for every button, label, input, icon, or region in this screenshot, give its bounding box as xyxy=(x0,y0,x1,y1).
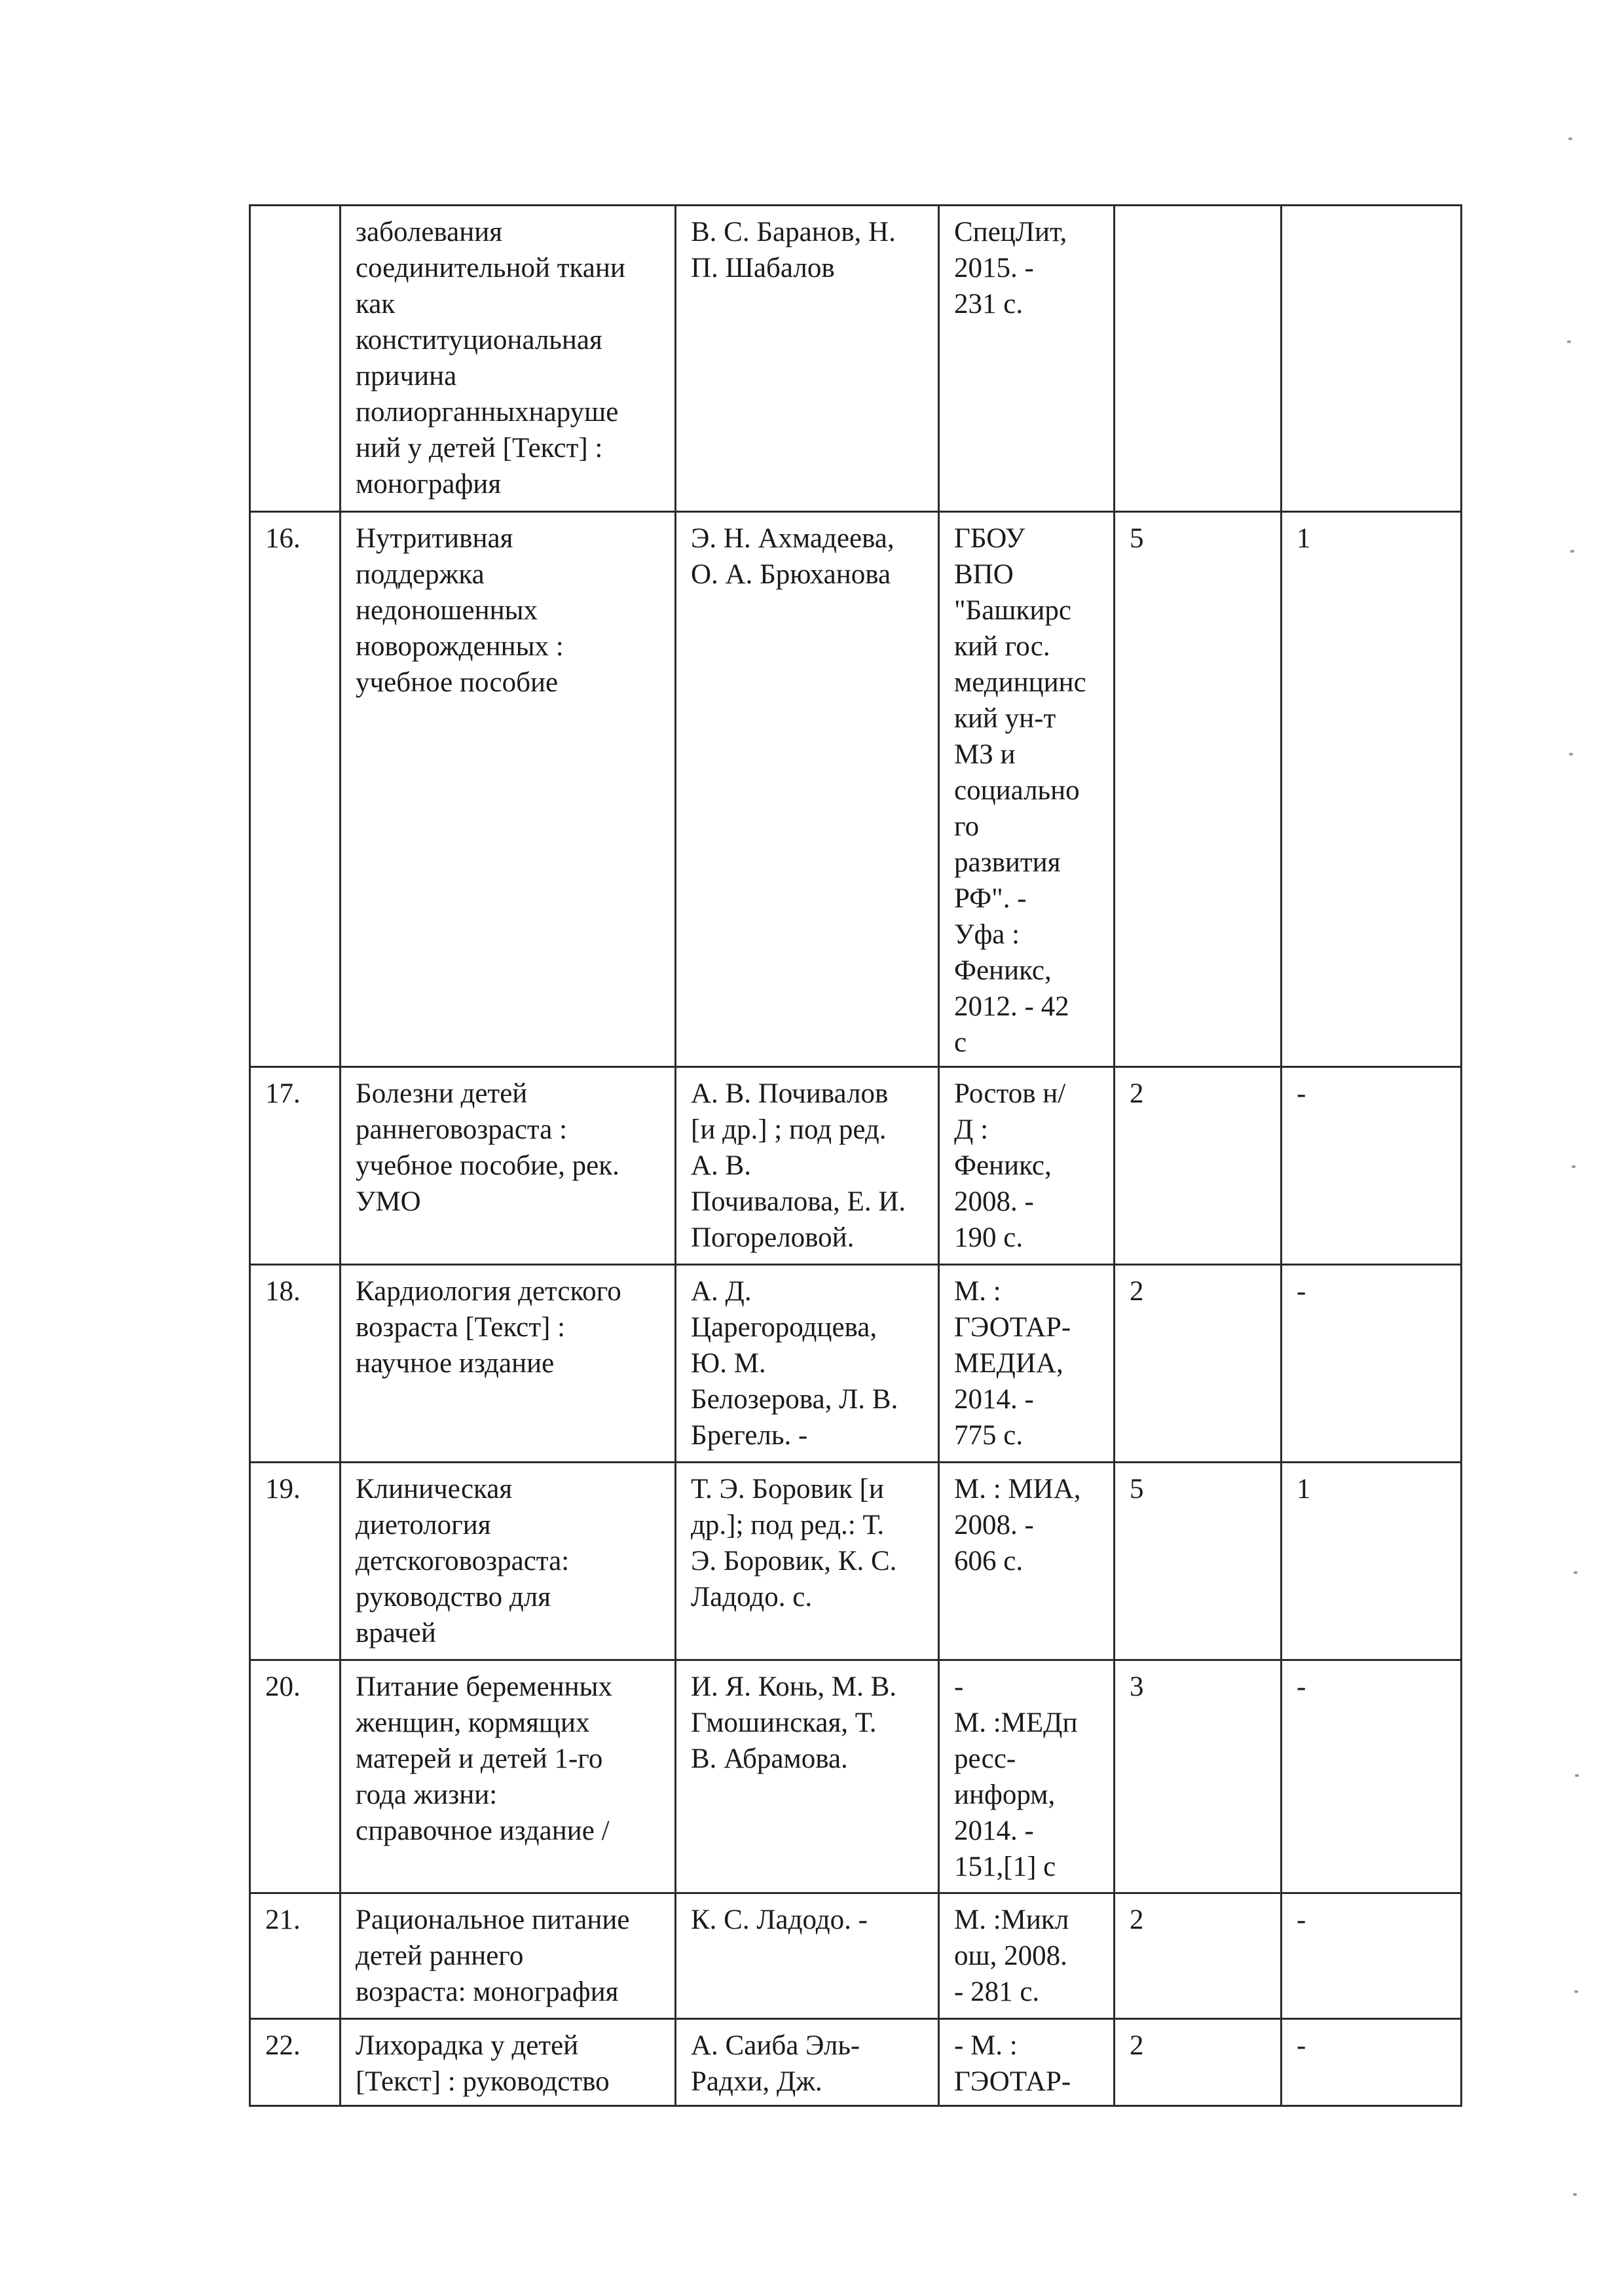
scan-speck xyxy=(1568,137,1572,140)
book-publisher: М. : МИА, 2008. - 606 с. xyxy=(954,1474,1081,1576)
publisher-cell xyxy=(939,1893,1115,2019)
authors-cell xyxy=(676,1893,939,2019)
row-number-cell xyxy=(250,512,341,1067)
publisher-cell xyxy=(939,512,1115,1067)
book-authors: Э. Н. Ахмадеева, О. А. Брюханова xyxy=(691,523,895,590)
book-publisher: - М. :МЕДп ресс- информ, 2014. - 151,[1] с xyxy=(954,1671,1078,1882)
table-row xyxy=(250,1660,1462,1893)
title-cell xyxy=(341,206,676,512)
publisher-cell xyxy=(939,1463,1115,1660)
book-publisher: М. : ГЭОТАР- МЕДИА, 2014. - 775 с. xyxy=(954,1276,1071,1451)
row-number: 16. xyxy=(265,523,301,554)
table-row xyxy=(250,2019,1462,2106)
count-b: - xyxy=(1297,1671,1306,1702)
row-number-cell xyxy=(250,206,341,512)
row-number: 17. xyxy=(265,1078,301,1109)
book-title: Нутритивная поддержка недоношенных новорожденных : учебное пособие xyxy=(356,523,564,698)
row-number-cell xyxy=(250,1463,341,1660)
table-row xyxy=(250,512,1462,1067)
authors-cell xyxy=(676,512,939,1067)
book-title: Кардиология детского возраста [Текст] : научное издание xyxy=(356,1276,621,1379)
authors-cell xyxy=(676,2019,939,2106)
book-publisher: - М. : ГЭОТАР- xyxy=(954,2030,1071,2097)
scan-speck xyxy=(1573,2193,1577,2196)
book-title: Клиническая диетология детскоговозраста: руководство для врачей xyxy=(356,1474,570,1649)
count-b-cell xyxy=(1282,206,1462,512)
count-b: - xyxy=(1297,1078,1306,1109)
scan-speck xyxy=(1574,1571,1578,1574)
count-b-cell xyxy=(1282,512,1462,1067)
authors-cell xyxy=(676,1265,939,1463)
book-title: заболевания соединительной ткани как конституциональная причина полиорганныхнаруше ний у детей [Текст] : монография xyxy=(356,217,625,500)
authors-cell xyxy=(676,1067,939,1265)
count-b: - xyxy=(1297,1276,1306,1307)
publisher-cell xyxy=(939,1067,1115,1265)
publisher-cell xyxy=(939,1660,1115,1893)
row-number: 22. xyxy=(265,2030,301,2061)
row-number: 21. xyxy=(265,1904,301,1935)
count-a: 2 xyxy=(1130,1904,1144,1935)
book-publisher: Ростов н/ Д : Феникс, 2008. - 190 с. xyxy=(954,1078,1066,1253)
count-b-cell xyxy=(1282,1265,1462,1463)
count-a-cell xyxy=(1115,1893,1282,2019)
count-a: 5 xyxy=(1130,523,1144,554)
table-row xyxy=(250,1265,1462,1463)
book-authors: А. Д. Царегородцева, Ю. М. Белозерова, Л. В. Брегель. - xyxy=(691,1276,898,1451)
table-row xyxy=(250,1893,1462,2019)
table-row xyxy=(250,1463,1462,1660)
authors-cell xyxy=(676,1463,939,1660)
book-authors: А. Саиба Эль- Радхи, Дж. xyxy=(691,2030,860,2097)
row-number-cell xyxy=(250,1067,341,1265)
count-b-cell xyxy=(1282,1660,1462,1893)
title-cell xyxy=(341,2019,676,2106)
row-number-cell xyxy=(250,1893,341,2019)
book-authors: А. В. Почивалов [и др.] ; под ред. А. В. Почивалова, Е. И. Погореловой. xyxy=(691,1078,906,1253)
book-authors: И. Я. Конь, М. В. Гмошинская, Т. В. Абрамова. xyxy=(691,1671,897,1774)
book-authors: В. С. Баранов, Н. П. Шабалов xyxy=(691,217,896,283)
count-b-cell xyxy=(1282,1893,1462,2019)
table-row xyxy=(250,1067,1462,1265)
title-cell xyxy=(341,1265,676,1463)
title-cell xyxy=(341,512,676,1067)
row-number: 19. xyxy=(265,1474,301,1504)
count-a: 2 xyxy=(1130,1078,1144,1109)
count-a: 2 xyxy=(1130,1276,1144,1307)
title-cell xyxy=(341,1660,676,1893)
book-authors: К. С. Ладодо. - xyxy=(691,1904,868,1935)
row-number: 18. xyxy=(265,1276,301,1307)
book-publisher: ГБОУ ВПО "Башкирс кий гос. мединцинс кий ун-т МЗ и социально го развития РФ". - Уфа : Феникс, 2012. - 42 с xyxy=(954,523,1086,1058)
bibliography-table xyxy=(249,204,1462,2107)
book-title: Рациональное питание детей раннего возраста: монография xyxy=(356,1904,630,2007)
table-row xyxy=(250,206,1462,512)
scan-speck xyxy=(1572,1165,1576,1168)
scan-speck xyxy=(1570,550,1574,553)
count-a-cell xyxy=(1115,512,1282,1067)
count-a-cell xyxy=(1115,2019,1282,2106)
title-cell xyxy=(341,1067,676,1265)
title-cell xyxy=(341,1463,676,1660)
count-a-cell xyxy=(1115,1660,1282,1893)
book-publisher: СпецЛит, 2015. - 231 с. xyxy=(954,217,1067,319)
scan-speck xyxy=(1569,753,1573,756)
count-a: 5 xyxy=(1130,1474,1144,1504)
count-b: - xyxy=(1297,1904,1306,1935)
count-b-cell xyxy=(1282,1463,1462,1660)
count-a-cell xyxy=(1115,1067,1282,1265)
authors-cell xyxy=(676,206,939,512)
count-a-cell xyxy=(1115,1463,1282,1660)
count-b: - xyxy=(1297,2030,1306,2061)
book-publisher: М. :Микл ош, 2008. - 281 с. xyxy=(954,1904,1069,2007)
book-title: Лихорадка у детей [Текст] : руководство xyxy=(356,2030,610,2097)
count-a: 2 xyxy=(1130,2030,1144,2061)
row-number-cell xyxy=(250,1265,341,1463)
book-title: Питание беременных женщин, кормящих матерей и детей 1-го года жизни: справочное издание / xyxy=(356,1671,613,1846)
publisher-cell xyxy=(939,206,1115,512)
count-a-cell xyxy=(1115,206,1282,512)
row-number-cell xyxy=(250,1660,341,1893)
count-b: 1 xyxy=(1297,1474,1311,1504)
scan-speck xyxy=(1574,1990,1578,1993)
book-authors: Т. Э. Боровик [и др.]; под ред.: Т. Э. Боровик, К. С. Ладодо. с. xyxy=(691,1474,897,1613)
row-number: 20. xyxy=(265,1671,301,1702)
scan-speck xyxy=(1567,340,1571,343)
count-a: 3 xyxy=(1130,1671,1144,1702)
publisher-cell xyxy=(939,1265,1115,1463)
row-number-cell xyxy=(250,2019,341,2106)
count-b-cell xyxy=(1282,2019,1462,2106)
scan-speck xyxy=(1575,1774,1579,1777)
book-title: Болезни детей раннеговозраста : учебное пособие, рек. УМО xyxy=(356,1078,619,1217)
publisher-cell xyxy=(939,2019,1115,2106)
count-b: 1 xyxy=(1297,523,1311,554)
authors-cell xyxy=(676,1660,939,1893)
title-cell xyxy=(341,1893,676,2019)
count-b-cell xyxy=(1282,1067,1462,1265)
count-a-cell xyxy=(1115,1265,1282,1463)
